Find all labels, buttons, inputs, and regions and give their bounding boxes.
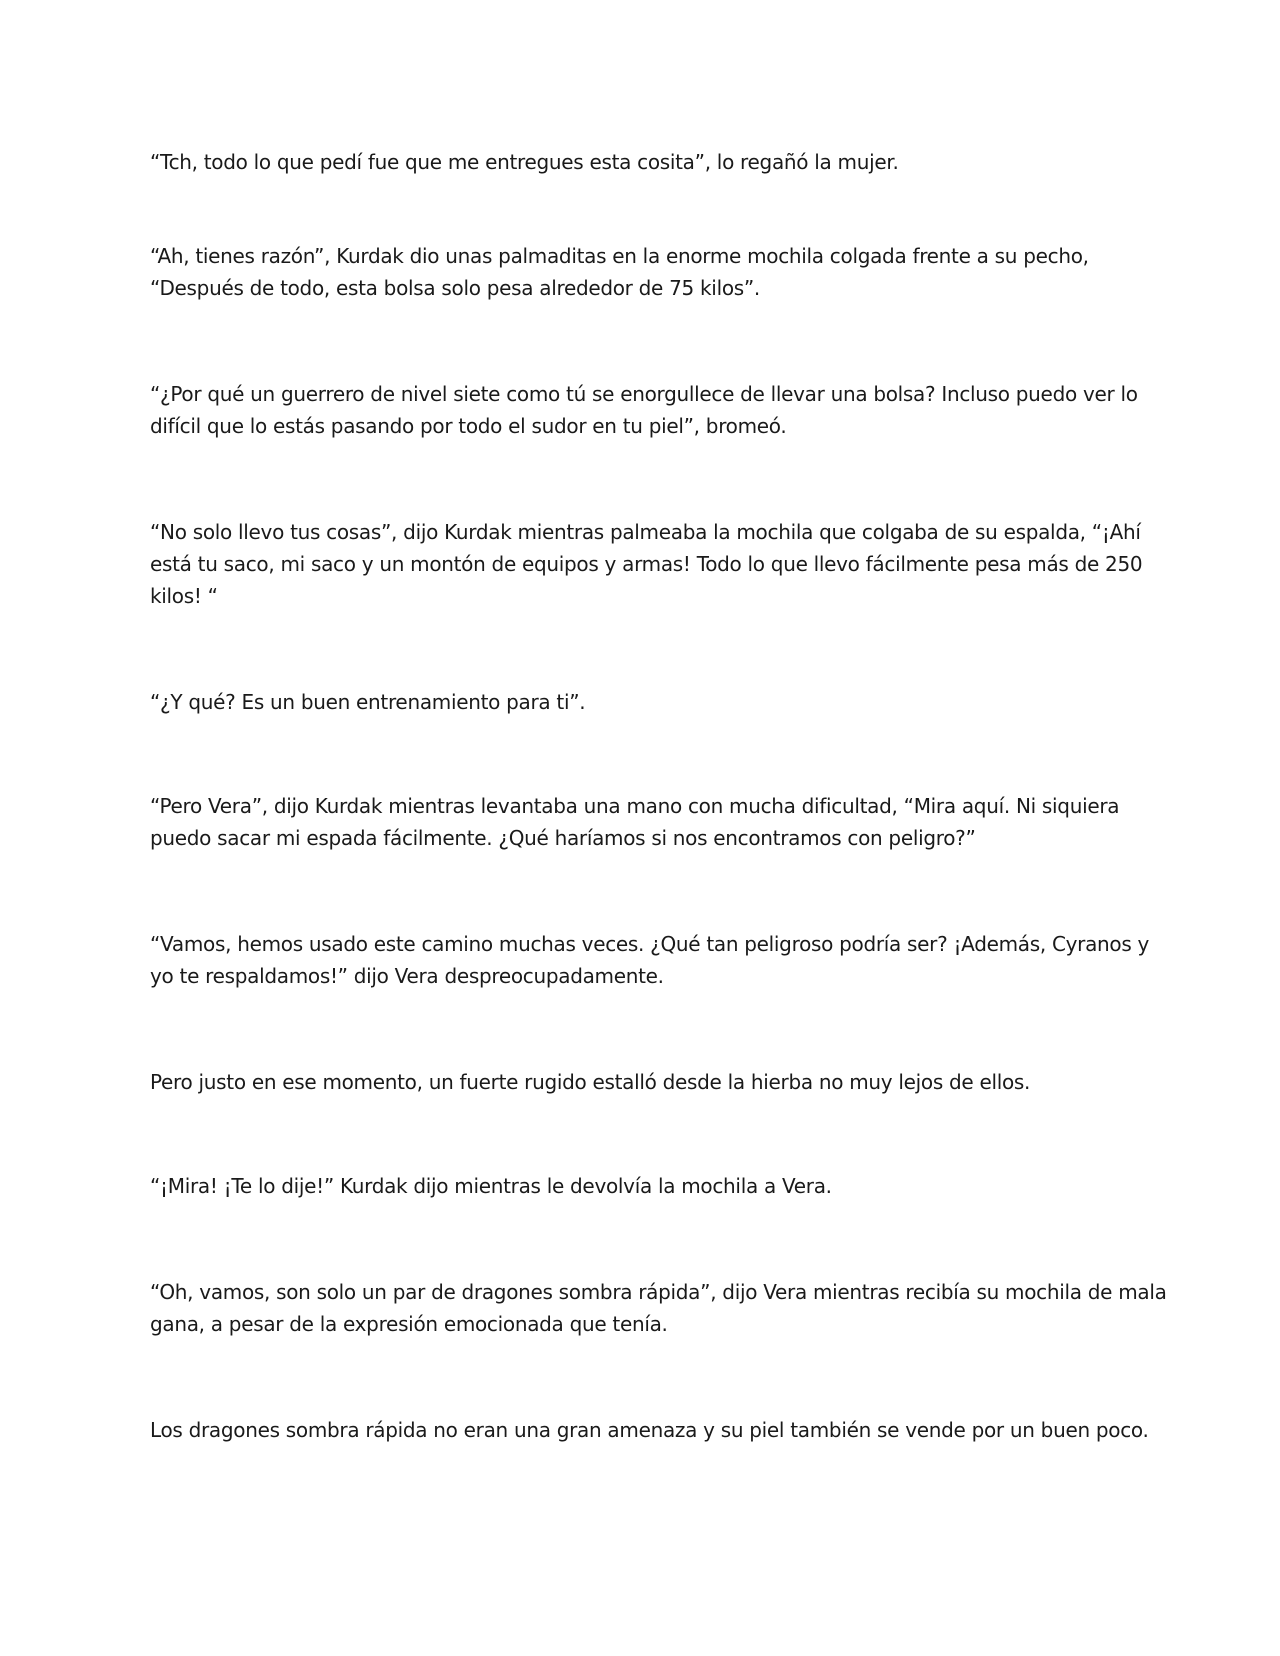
paragraph-1 <box>150 146 1140 178</box>
paragraph-8 <box>150 1066 1140 1098</box>
paragraph-line: “¿Y qué? Es un buen entrenamiento para ti”. <box>150 690 586 714</box>
paragraph-9 <box>150 1170 1140 1202</box>
paragraph-3 <box>150 378 1140 442</box>
paragraph-10 <box>150 1276 1167 1340</box>
paragraph-line: “¿Por qué un guerrero de nivel siete como tú se enorgullece de llevar una bolsa? Incluso puedo ver lo <box>150 382 1138 406</box>
paragraph-line: gana, a pesar de la expresión emocionada que tenía. <box>150 1312 668 1336</box>
paragraph-line: Los dragones sombra rápida no eran una gran amenaza y su piel también se vende por un buen poco. <box>150 1418 1149 1442</box>
paragraph-2 <box>150 240 1140 304</box>
paragraph-line: kilos! “ <box>150 584 218 608</box>
paragraph-line: “Oh, vamos, son solo un par de dragones sombra rápida”, dijo Vera mientras recibía su mochila de mala <box>150 1280 1167 1304</box>
paragraph-11 <box>150 1414 1149 1446</box>
paragraph-line: “Ah, tienes razón”, Kurdak dio unas palmaditas en la enorme mochila colgada frente a su pecho, <box>150 244 1089 268</box>
paragraph-line: yo te respaldamos!” dijo Vera despreocupadamente. <box>150 964 664 988</box>
paragraph-5 <box>150 686 1140 718</box>
paragraph-4 <box>150 516 1143 612</box>
paragraph-7 <box>150 928 1150 992</box>
paragraph-line: difícil que lo estás pasando por todo el sudor en tu piel”, bromeó. <box>150 414 787 438</box>
paragraph-line: “Vamos, hemos usado este camino muchas veces. ¿Qué tan peligroso podría ser? ¡Además, Cyranos y <box>150 932 1150 956</box>
paragraph-6 <box>150 790 1140 854</box>
paragraph-line: Pero justo en ese momento, un fuerte rugido estalló desde la hierba no muy lejos de ellos. <box>150 1070 1031 1094</box>
paragraph-line: “Pero Vera”, dijo Kurdak mientras levantaba una mano con mucha dificultad, “Mira aquí. Ni siquiera <box>150 794 1120 818</box>
paragraph-line: “¡Mira! ¡Te lo dije!” Kurdak dijo mientras le devolvía la mochila a Vera. <box>150 1174 832 1198</box>
paragraph-line: puedo sacar mi espada fácilmente. ¿Qué haríamos si nos encontramos con peligro?” <box>150 826 976 850</box>
paragraph-line: “No solo llevo tus cosas”, dijo Kurdak mientras palmeaba la mochila que colgaba de su espalda, “¡Ahí <box>150 520 1141 544</box>
paragraph-line: “Tch, todo lo que pedí fue que me entregues esta cosita”, lo regañó la mujer. <box>150 150 899 174</box>
paragraph-line: está tu saco, mi saco y un montón de equipos y armas! Todo lo que llevo fácilmente pesa más de 250 <box>150 552 1143 576</box>
paragraph-line: “Después de todo, esta bolsa solo pesa alrededor de 75 kilos”. <box>150 276 760 300</box>
